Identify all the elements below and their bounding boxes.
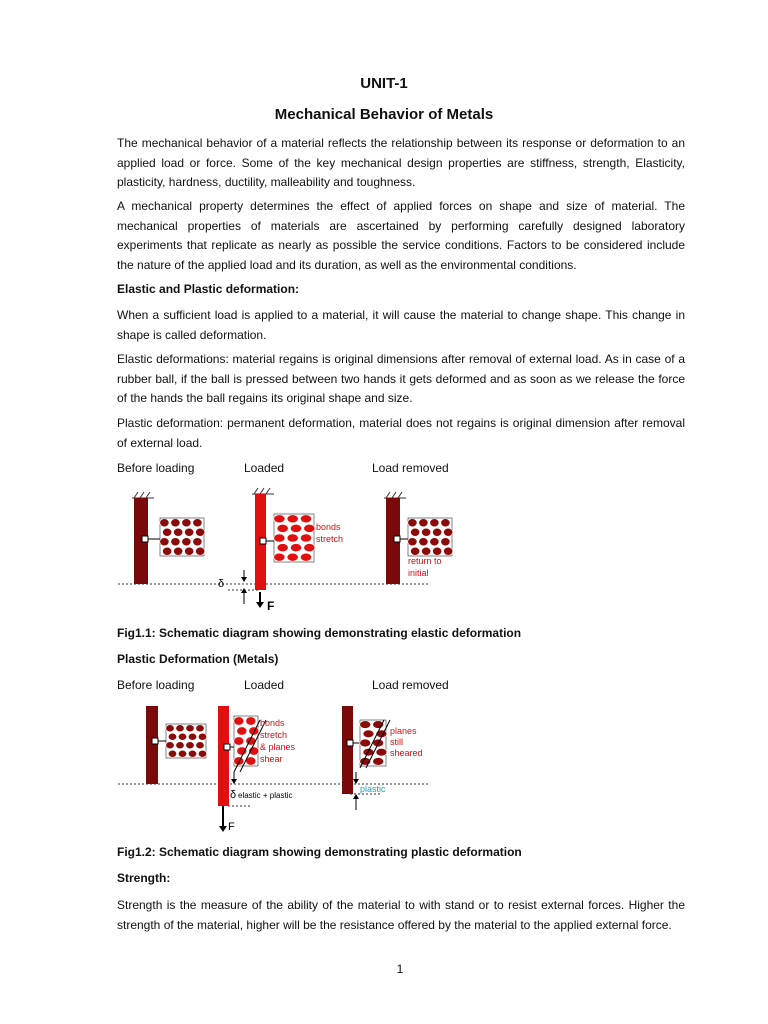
fig1-atom-lattice-3 — [408, 518, 453, 556]
figure1-elastic-diagram — [110, 486, 470, 616]
atom — [277, 524, 288, 532]
atom — [274, 534, 285, 542]
atom — [196, 547, 205, 555]
atom — [444, 528, 453, 536]
paragraph-strength: Strength is the measure of the ability of the material to with stand or to resist external forces. Higher the strength of the material, higher will be the resistance offered by the material to the applied external force. — [117, 898, 685, 932]
atom — [178, 750, 186, 757]
fig2-atom-lattice-1 — [166, 724, 207, 758]
atom — [300, 534, 311, 542]
atom — [274, 515, 285, 523]
atom — [234, 737, 244, 745]
atom — [376, 748, 387, 756]
fig1-annot-return: return to — [408, 556, 442, 566]
atom — [182, 519, 191, 527]
atom — [304, 524, 315, 532]
atom — [411, 547, 420, 555]
atom — [300, 553, 311, 561]
atom — [373, 758, 384, 766]
atom — [408, 538, 417, 546]
atom — [186, 742, 194, 749]
paragraph-elastic: Elastic deformations: material regains is original dimensions after removal of external load. As in case of a rubber ball, if the ball is pressed between two hands it gets deformed and as soon as we release the force of the hands the ball regains its original shape and size. — [117, 352, 685, 405]
atom — [287, 534, 298, 542]
atom — [300, 515, 311, 523]
atom — [196, 725, 204, 732]
atom — [433, 528, 442, 536]
heading-elastic-plastic: Elastic and Plastic deformation: — [117, 282, 300, 296]
fig1-ceiling-hatch-3 — [384, 492, 406, 498]
fig2-bar-loaded — [218, 706, 229, 806]
atom — [430, 538, 439, 546]
atom — [237, 727, 247, 735]
paragraph-mechanical-property: A mechanical property determines the effect of applied forces on shape and size of material. The mechanical properties of materials are ascertained by performing carefully designed laboratory experiments that replicate as nearly as possible the service conditions. Factors to be considered include the nature of the applied load and its duration, as well as the environmental conditions. — [117, 199, 685, 272]
atom — [176, 742, 184, 749]
atom — [433, 547, 442, 555]
atom — [422, 528, 431, 536]
fig2-atom-lattice-3 — [360, 720, 387, 766]
atom — [171, 538, 180, 546]
atom — [363, 730, 374, 738]
atom — [234, 717, 244, 725]
atom — [176, 725, 184, 732]
atom — [198, 750, 206, 757]
atom — [163, 547, 172, 555]
page-number: 1 — [396, 962, 404, 976]
fig1-force: F — [267, 599, 275, 613]
atom — [360, 739, 371, 747]
atom — [168, 750, 176, 757]
atom — [160, 519, 169, 527]
atom — [178, 733, 186, 740]
atom — [419, 519, 428, 527]
fig2-label-removed: Load removed — [372, 678, 449, 692]
heading-plastic-metals: Plastic Deformation (Metals) — [117, 652, 279, 666]
fig2-annot-shear: shear — [260, 754, 283, 764]
atom — [182, 538, 191, 546]
atom — [419, 538, 428, 546]
atom — [193, 538, 202, 546]
fig1-label-loaded: Loaded — [244, 461, 285, 475]
figure2-plastic-diagram — [110, 700, 470, 840]
paragraph-deformation: When a sufficient load is applied to a material, it will cause the material to change shape. This change in shape is called deformation. — [117, 308, 685, 342]
atom — [196, 528, 205, 536]
atom — [430, 519, 439, 527]
atom — [166, 742, 174, 749]
atom — [408, 519, 417, 527]
paragraph-intro: The mechanical behavior of a material reflects the relationship between its response or deformation to an applied load or force. Some of the key mechanical design properties are stiffness, strength, Elasticity, plasticity, hardness, ductility, malleability and toughness. — [117, 136, 685, 189]
atom — [196, 742, 204, 749]
atom — [234, 757, 244, 765]
fig2-annot-bonds: bonds — [260, 718, 285, 728]
atom — [287, 553, 298, 561]
fig2-delta: δ — [230, 789, 237, 801]
heading-strength: Strength: — [117, 871, 171, 885]
atom — [411, 528, 420, 536]
atom — [287, 515, 298, 523]
fig2-label-before: Before loading — [117, 678, 195, 692]
fig2-bar-removed — [342, 706, 353, 794]
fig2-label-loaded: Loaded — [244, 678, 285, 692]
atom — [188, 750, 196, 757]
fig1-atom-lattice-2 — [274, 514, 315, 562]
atom — [444, 547, 453, 555]
atom — [188, 733, 196, 740]
fig2-annot-elastic-plastic: elastic + plastic — [238, 791, 293, 800]
atom — [198, 733, 206, 740]
fig1-annot-bonds: bonds — [316, 522, 341, 532]
fig1-label-before: Before loading — [117, 461, 195, 475]
fig1-delta: δ — [218, 578, 225, 590]
fig1-annot-initial: initial — [408, 568, 429, 578]
atom — [186, 725, 194, 732]
atom — [274, 553, 285, 561]
fig1-atom-lattice-1 — [160, 518, 205, 556]
atom — [185, 528, 194, 536]
atom — [237, 747, 247, 755]
atom — [168, 733, 176, 740]
atom — [166, 725, 174, 732]
unit-heading: UNIT-1 — [360, 75, 408, 92]
fig2-bar-before — [146, 706, 158, 784]
paragraph-plastic: Plastic deformation: permanent deformation, material does not regains is original dimension after removal of external load. — [117, 416, 685, 450]
atom — [171, 519, 180, 527]
atom — [290, 544, 301, 552]
fig1-annot-stretch: stretch — [316, 534, 344, 544]
atom — [174, 547, 183, 555]
atom — [174, 528, 183, 536]
atom — [360, 721, 371, 729]
atom — [246, 717, 256, 725]
page-title: Mechanical Behavior of Metals — [274, 106, 494, 123]
atom — [441, 519, 450, 527]
fig2-annot-planes2: planes — [390, 726, 417, 736]
fig2-force: F — [228, 821, 235, 833]
atom — [422, 547, 431, 555]
figure2-caption: Fig1.2: Schematic diagram showing demonstrating plastic deformation — [117, 845, 522, 859]
atom — [160, 538, 169, 546]
atom — [441, 538, 450, 546]
atom — [185, 547, 194, 555]
fig2-annot-still: still — [390, 737, 403, 747]
atom — [249, 727, 259, 735]
fig2-annot-stretch: stretch — [260, 730, 288, 740]
fig2-annot-sheared: sheared — [390, 748, 423, 758]
figure1-caption: Fig1.1: Schematic diagram showing demonstrating elastic deformation — [117, 626, 522, 640]
atom — [290, 524, 301, 532]
fig1-ceiling-hatch-2 — [252, 488, 274, 494]
fig1-ceiling-hatch-1 — [132, 492, 154, 498]
fig2-annot-plastic: plastic — [360, 784, 386, 794]
fig1-label-removed: Load removed — [372, 461, 449, 475]
fig2-annot-planes: & planes — [260, 742, 296, 752]
atom — [304, 544, 315, 552]
atom — [193, 519, 202, 527]
atom — [277, 544, 288, 552]
atom — [163, 528, 172, 536]
